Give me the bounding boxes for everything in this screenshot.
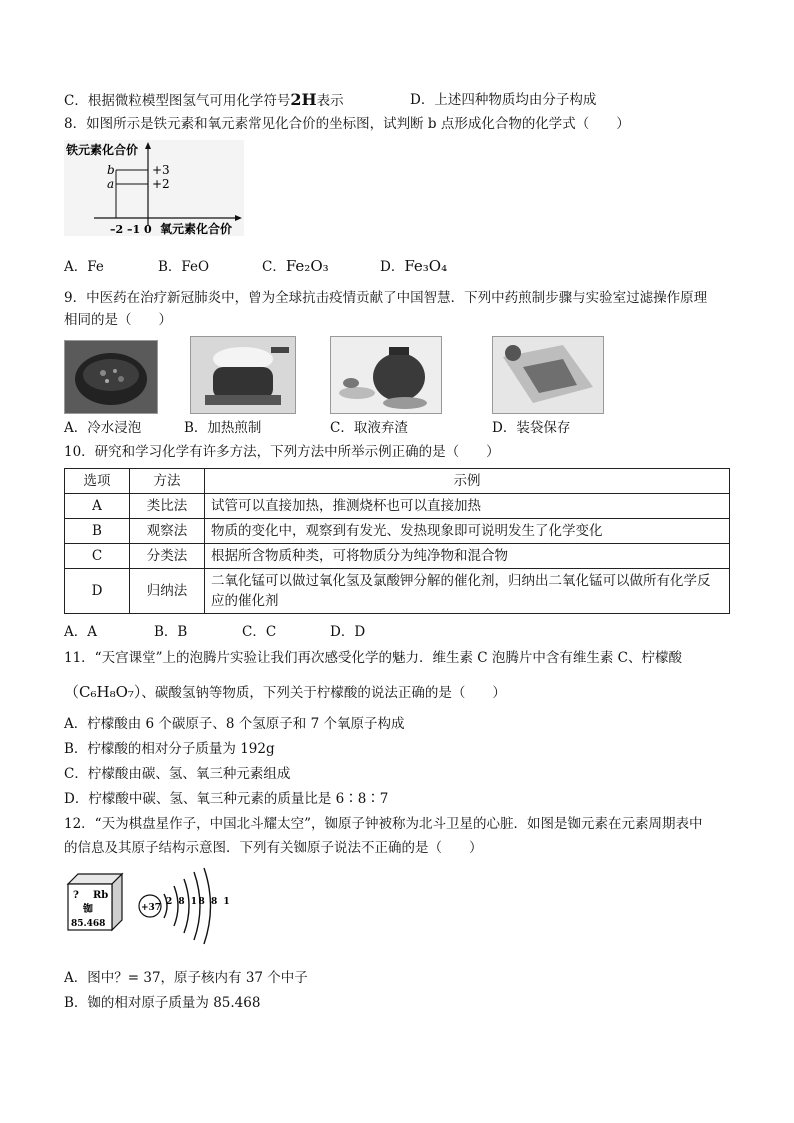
q7-option-c: C．根据微粒模型图氢气可用化学符号2H表示 — [64, 90, 344, 109]
q12-atom-diagram — [136, 866, 232, 946]
q9-option-a: A．冷水浸泡 — [64, 420, 142, 436]
q10-table — [64, 468, 730, 614]
q11-option-b: B．柠檬酸的相对分子质量为 192g — [64, 741, 275, 757]
q8-y-arrow — [145, 142, 151, 149]
q8-option-d: D．Fe₃O₄ — [380, 257, 448, 275]
q10-option-b: B．B — [154, 624, 188, 640]
q11-formula: （C₆H₈O₇） — [64, 683, 142, 701]
q12-option-b: B．铷的相对原子质量为 85.468 — [64, 995, 261, 1011]
q11-option-a: A．柠檬酸由 6 个碳原子、8 个氢原子和 7 个氧原子构成 — [64, 716, 405, 732]
q8-chart-svg — [64, 140, 244, 236]
q7-option-d: D．上述四种物质均由分子构成 — [410, 92, 597, 108]
q9-stem-line1: 9．中医药在治疗新冠肺炎中，曾为全球抗击疫情贡献了中国智慧．下列中药煎制步骤与实验室过滤操作原理 — [64, 290, 708, 306]
q9-photo-soak — [64, 340, 158, 414]
q10-option-c: C．C — [242, 624, 277, 640]
q10-stem: 10．研究和学习化学有许多方法，下列方法中所举示例正确的是（ ） — [64, 444, 500, 460]
table-row: D 归纳法 二氧化锰可以做过氧化氢及氯酸钾分解的催化剂，归纳出二氧化锰可以做所有化学反 应的催化剂 — [65, 569, 730, 614]
q10-options — [64, 622, 365, 642]
q10-option-a: A．A — [64, 624, 97, 640]
element-number: ? — [73, 890, 79, 901]
q8-point-b: b — [107, 163, 115, 177]
q8-x-ticks: –2 –1 0 — [110, 223, 152, 236]
q9-photo-pour — [330, 336, 442, 414]
element-mass: 85.468 — [71, 919, 106, 929]
q8-options — [64, 256, 447, 277]
q8-option-a: A．Fe — [64, 259, 104, 275]
q9-options — [64, 418, 570, 438]
q8-option-b: B．FeO — [158, 259, 210, 275]
q9-option-d: D．装袋保存 — [492, 420, 571, 436]
q8-point-a: a — [107, 177, 115, 191]
table-row: A 类比法 试管可以直接加热，推测烧杯也可以直接加热 — [65, 494, 730, 519]
table-row: C 分类法 根据所含物质种类，可将物质分为纯净物和混合物 — [65, 544, 730, 569]
q9-option-b: B．加热煎制 — [184, 420, 262, 436]
table-row: B 观察法 物质的变化中，观察到有发光、发热现象即可说明发生了化学变化 — [65, 519, 730, 544]
q8-x-label: 氧元素化合价 — [160, 222, 233, 236]
header-example: 示例 — [205, 469, 730, 494]
shell-electrons: 2 8 18 8 1 — [166, 897, 232, 907]
q8-stem: 8．如图所示是铁元素和氧元素常见化合价的坐标图，试判断 b 点形成化合物的化学式（ ） — [64, 116, 630, 132]
q8-val-b: +3 — [152, 163, 170, 177]
q8-y-label: 铁元素化合价 — [66, 143, 139, 157]
q11-stem-line1: 11．“天宫课堂”上的泡腾片实验让我们再次感受化学的魅力．维生素 C 泡腾片中含有维生素 C、柠檬酸 — [64, 650, 683, 666]
table-header-row — [65, 469, 730, 494]
q8-valence-chart — [64, 140, 244, 236]
q11-option-d: D．柠檬酸中碳、氢、氧三种元素的质量比是 6∶8∶7 — [64, 791, 389, 807]
q8-x-arrow — [235, 215, 242, 221]
element-symbol: Rb — [93, 890, 109, 901]
q9-option-c: C．取液弃渣 — [330, 420, 408, 436]
q9-stem-line2: 相同的是（ ） — [64, 312, 172, 328]
header-option: 选项 — [65, 469, 130, 494]
nucleus-charge: +37 — [141, 903, 162, 913]
q10-option-d: D．D — [330, 624, 366, 640]
q11-stem-line2: （C₆H₈O₇）、碳酸氢钠等物质，下列关于柠檬酸的说法正确的是（ ） — [64, 683, 506, 701]
q11-option-c: C．柠檬酸由碳、氢、氧三种元素组成 — [64, 766, 291, 782]
q8-option-c: C．Fe₂O₃ — [262, 257, 329, 275]
q7-symbol: 2H — [290, 90, 317, 109]
q12-element-card — [64, 870, 124, 932]
element-name: 铷 — [83, 904, 93, 915]
q9-photo-bag — [492, 336, 604, 414]
q12-stem-line1: 12．“天为棋盘星作子，中国北斗耀太空”，铷原子钟被称为北斗卫星的心脏．如图是铷元素在元素周期表中 — [64, 816, 703, 832]
header-method: 方法 — [130, 469, 205, 494]
q8-val-a: +2 — [152, 177, 170, 191]
q9-photo-heat — [190, 336, 296, 414]
q12-stem-line2: 的信息及其原子结构示意图．下列有关铷原子说法不正确的是（ ） — [64, 840, 483, 856]
q12-option-a: A．图中？= 37，原子核内有 37 个中子 — [64, 970, 308, 986]
